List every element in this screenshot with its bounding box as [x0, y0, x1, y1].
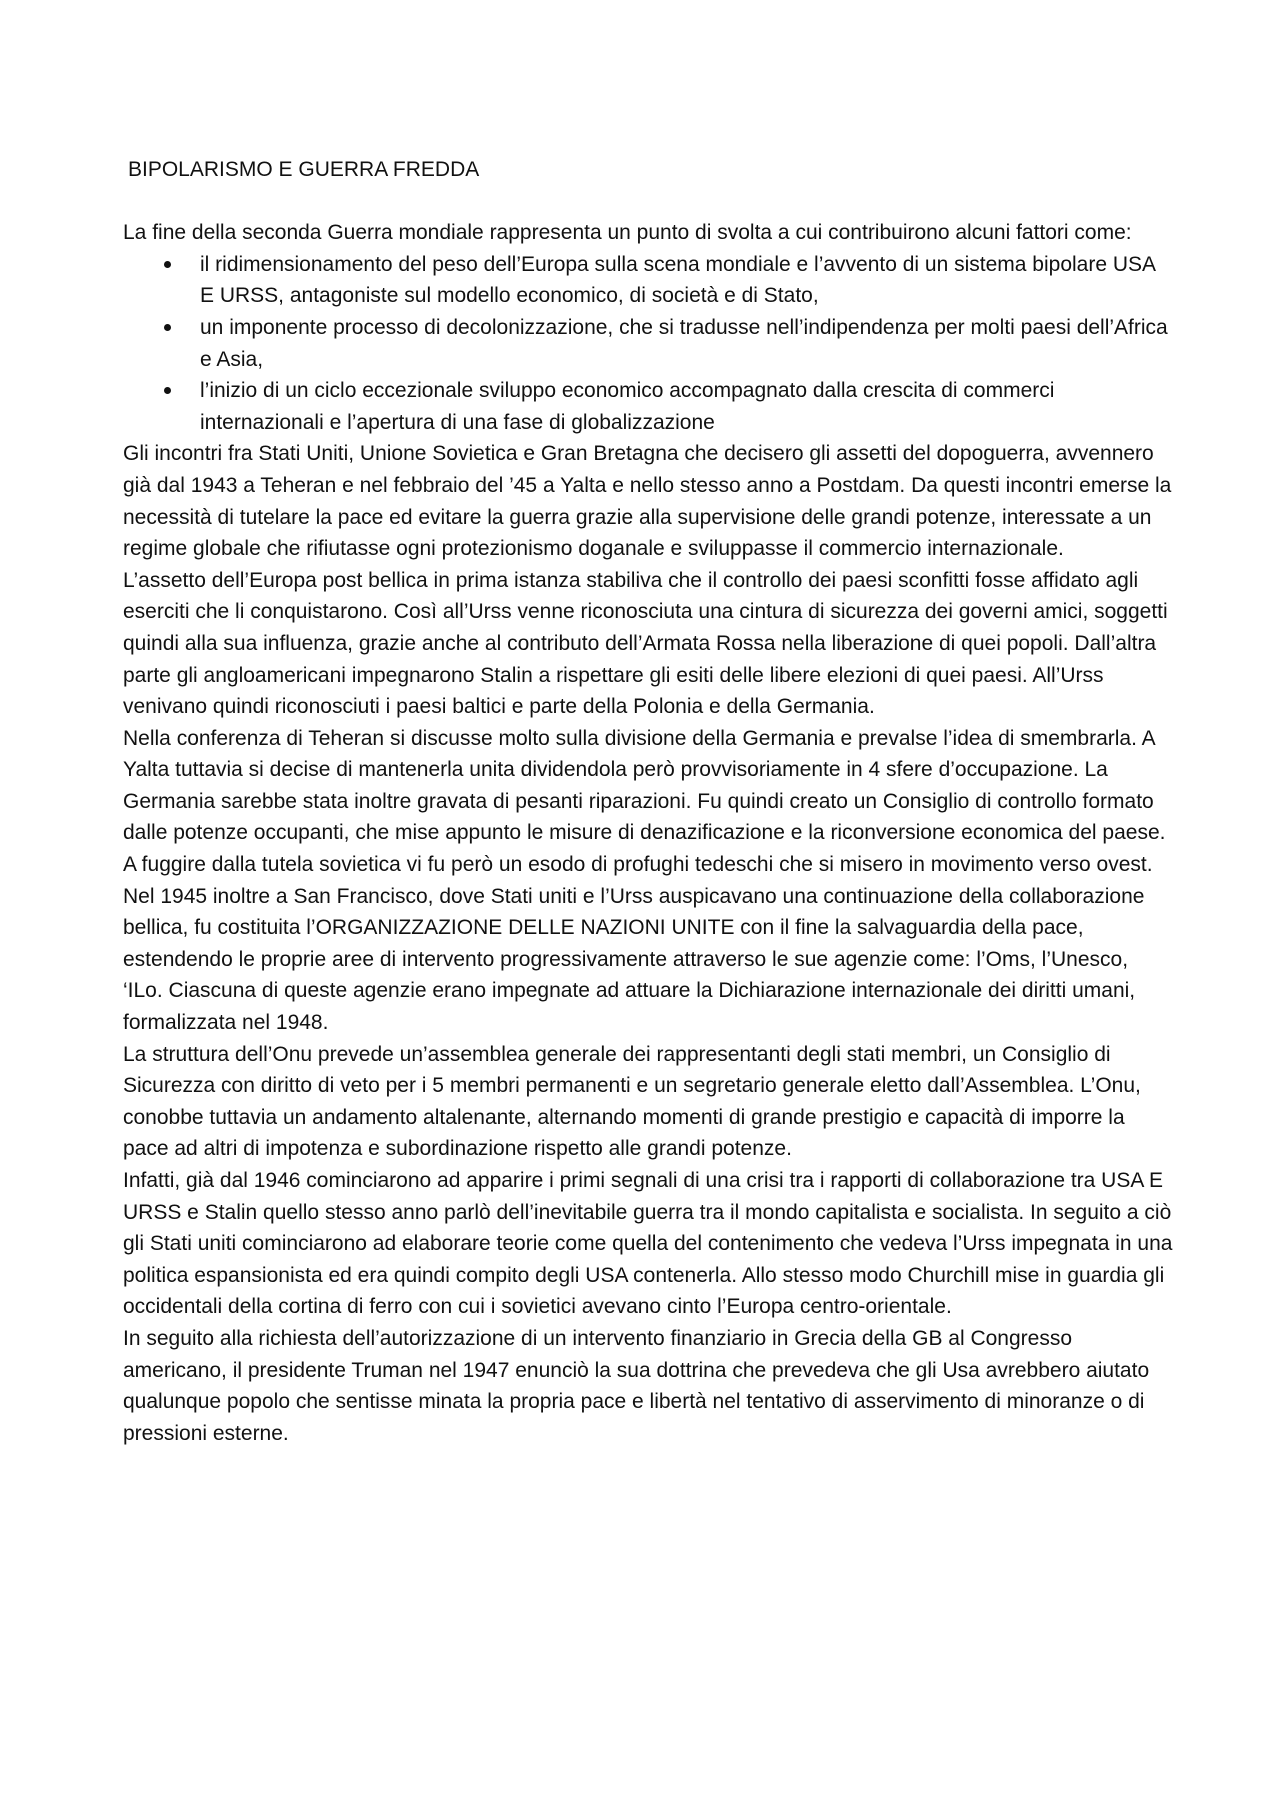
bullet-dot-icon	[164, 261, 171, 268]
body-paragraph: Infatti, già dal 1946 cominciarono ad apparire i primi segnali di una crisi tra i rapporti di collaborazione tra USA E URSS e Stalin quello stesso anno parlò dell’inevitabile guerra tra il mondo capitalista e socialista. In seguito a ciò gli Stati uniti cominciarono ad elaborare teorie come quella del contenimento che vedeva l’Urss impegnata in una politica espansionista ed era quindi compito degli USA contenerla. Allo stesso modo Churchill mise in guardia gli occidentali della cortina di ferro con cui i sovietici avevano cinto l’Europa centro-orientale.	[123, 1169, 1173, 1319]
intro-paragraph: La fine della seconda Guerra mondiale rappresenta un punto di svolta a cui contribuirono alcuni fattori come:	[123, 221, 1132, 245]
document-title: BIPOLARISMO E GUERRA FREDDA	[128, 158, 480, 181]
bullet-dot-icon	[164, 324, 171, 331]
body-paragraph: Gli incontri fra Stati Uniti, Unione Sovietica e Gran Bretagna che decisero gli assetti del dopoguerra, avvennero già dal 1943 a Teheran e nel febbraio del ’45 a Yalta e nello stesso anno a Postdam. Da questi incontri emerse la necessità di tutelare la pace ed evitare la guerra grazie alla supervisione delle grandi potenze, interessate a un regime globale che rifiutasse ogni protezionismo doganale e sviluppasse il commercio internazionale.	[123, 442, 1172, 561]
bullet-dot-icon	[164, 387, 171, 394]
body-paragraph: In seguito alla richiesta dell’autorizzazione di un intervento finanziario in Grecia della GB al Congresso americano, il presidente Truman nel 1947 enunciò la sua dottrina che prevedeva che gli Usa avrebbero aiutato qualunque popolo che sentisse minata la propria pace e libertà nel tentativo di asservimento di minoranze o di pressioni esterne.	[123, 1326, 1150, 1445]
bullet-text: il ridimensionamento del peso dell’Europa sulla scena mondiale e l’avvento di un sistema bipolare USA E URSS, antagoniste sul modello economico, di società e di Stato,	[200, 252, 1155, 308]
body-paragraph: La struttura dell’Onu prevede un’assemblea generale dei rappresentanti degli stati membri, un Consiglio di Sicurezza con diritto di veto per i 5 membri permanenti e un segretario generale eletto dall’Assemblea. L’Onu, conobbe tuttavia un andamento altalenante, alternando momenti di grande prestigio e capacità di imporre la pace ad altri di impotenza e subordinazione rispetto alle grandi potenze.	[123, 1042, 1141, 1161]
blank-line	[123, 186, 1173, 218]
bullet-item	[123, 249, 1173, 312]
bullet-text: l’inizio di un ciclo eccezionale sviluppo economico accompagnato dalla crescita di commerci internazionali e l’apertura di una fase di globalizzazione	[200, 379, 1055, 434]
bullet-item	[123, 312, 1173, 375]
bullet-item	[123, 375, 1173, 438]
document-body	[123, 154, 1173, 1449]
body-paragraph: L’assetto dell’Europa post bellica in prima istanza stabiliva che il controllo dei paesi sconfitti fosse affidato agli eserciti che li conquistarono. Così all’Urss venne riconosciuta una cintura di sicurezza dei governi amici, soggetti quindi alla sua influenza, grazie anche al contributo dell’Armata Rossa nella liberazione di quei popoli. Dall’altra parte gli angloamericani impegnarono Stalin a rispettare gli esiti delle libere elezioni di quei paesi. All’Urss venivano quindi riconosciuti i paesi baltici e parte della Polonia e della Germania.	[123, 568, 1168, 719]
bullet-list	[123, 249, 1173, 439]
body-paragraph: Nel 1945 inoltre a San Francisco, dove Stati uniti e l’Urss auspicavano una continuazione della collaborazione bellica, fu costituita l’ORGANIZZAZIONE DELLE NAZIONI UNITE con il fine la salvaguardia della pace, estendendo le proprie aree di intervento progressivamente attraverso le sue agenzie come: l’Oms, l’Unesco, ‘ILo. Ciascuna di queste agenzie erano impegnate ad attuare la Dichiarazione internazionale dei diritti umani, formalizzata nel 1948.	[123, 884, 1145, 1035]
body-paragraph: Nella conferenza di Teheran si discusse molto sulla divisione della Germania e prevalse l’idea di smembrarla. A Yalta tuttavia si decise di mantenerla unita dividendola però provvisoriamente in 4 sfere d’occupazione. La Germania sarebbe stata inoltre gravata di pesanti riparazioni. Fu quindi creato un Consiglio di controllo formato dalle potenze occupanti, che mise appunto le misure di denazificazione e la riconversione economica del paese. A fuggire dalla tutela sovietica vi fu però un esodo di profughi tedeschi che si misero in movimento verso ovest.	[123, 726, 1166, 877]
bullet-text: un imponente processo di decolonizzazione, che si tradusse nell’indipendenza per molti paesi dell’Africa e Asia,	[200, 315, 1168, 371]
